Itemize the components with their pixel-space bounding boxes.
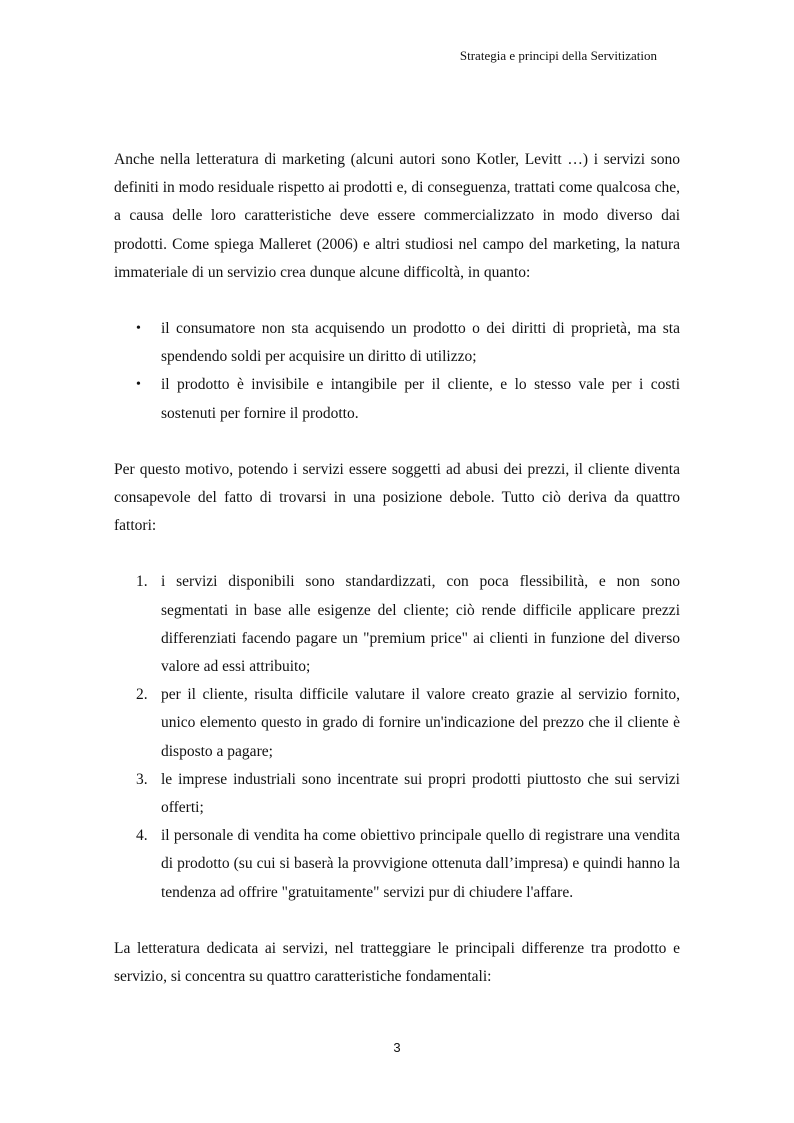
bullet-text: il prodotto è invisibile e intangibile per il cliente, e lo stesso vale per i costi sostenuti per fornire il prodotto. bbox=[161, 376, 680, 422]
numbered-text: le imprese industriali sono incentrate sui propri prodotti piuttosto che sui servizi offerti; bbox=[161, 770, 680, 817]
intro-paragraph: Anche nella letteratura di marketing (alcuni autori sono Kotler, Levitt …) i servizi sono definiti in modo residuale rispetto ai prodotti e, di conseguenza, trattati come qualcosa che, a causa delle loro caratteristiche deve essere commercializzato in modo diverso dai prodotti. Come spiega Malleret (2006) e altri studiosi nel campo del marketing, la natura immateriale di un servizio crea dunque alcune difficoltà, in quanto: bbox=[114, 151, 680, 281]
bullet-marker: • bbox=[136, 321, 141, 337]
closing-paragraph: La letteratura dedicata ai servizi, nel tratteggiare le principali differenze tra prodotto e servizio, si concentra su quattro caratteristiche fondamentali: bbox=[114, 939, 680, 986]
numbered-item bbox=[114, 822, 680, 907]
numbered-text: il personale di vendita ha come obiettivo principale quello di registrare una vendita di prodotto (su cui si baserà la provvigione ottenuta dall’impresa) e quindi hanno la tendenza ad offrire "gratuitamente" servizi pur di chiudere l'affare. bbox=[161, 827, 680, 901]
numbered-item bbox=[114, 568, 680, 681]
numbered-list bbox=[114, 568, 680, 906]
bullet-marker: • bbox=[136, 377, 141, 393]
factors-paragraph: Per questo motivo, potendo i servizi essere soggetti ad abusi dei prezzi, il cliente diventa consapevole del fatto di trovarsi in una posizione debole. Tutto ciò deriva da quattro fattori: bbox=[114, 460, 680, 535]
numbered-text: per il cliente, risulta difficile valutare il valore creato grazie al servizio fornito, unico elemento questo in grado di fornire un'indicazione del prezzo che il cliente è disposto a pagare; bbox=[161, 686, 680, 760]
page-number: 3 bbox=[393, 1040, 401, 1055]
running-header: Strategia e principi della Servitization bbox=[459, 48, 657, 63]
bullet-item bbox=[114, 371, 680, 427]
bullet-list bbox=[114, 315, 680, 428]
number-marker: 2. bbox=[136, 686, 148, 704]
numbered-item bbox=[114, 766, 680, 822]
numbered-text: i servizi disponibili sono standardizzati, con poca flessibilità, e non sono segmentati in base alle esigenze del cliente; ciò rende difficile applicare prezzi differenziati facendo pagare un "premium price" ai clienti in funzione del diverso valore ad essi attribuito; bbox=[161, 573, 680, 676]
bullet-item bbox=[114, 315, 680, 371]
number-marker: 3. bbox=[136, 770, 148, 788]
numbered-item bbox=[114, 681, 680, 766]
bullet-text: il consumatore non sta acquisendo un prodotto o dei diritti di proprietà, ma sta spendendo soldi per acquisire un diritto di utilizzo; bbox=[161, 320, 680, 366]
number-marker: 1. bbox=[136, 573, 148, 591]
page-body bbox=[114, 146, 680, 991]
number-marker: 4. bbox=[136, 827, 148, 845]
